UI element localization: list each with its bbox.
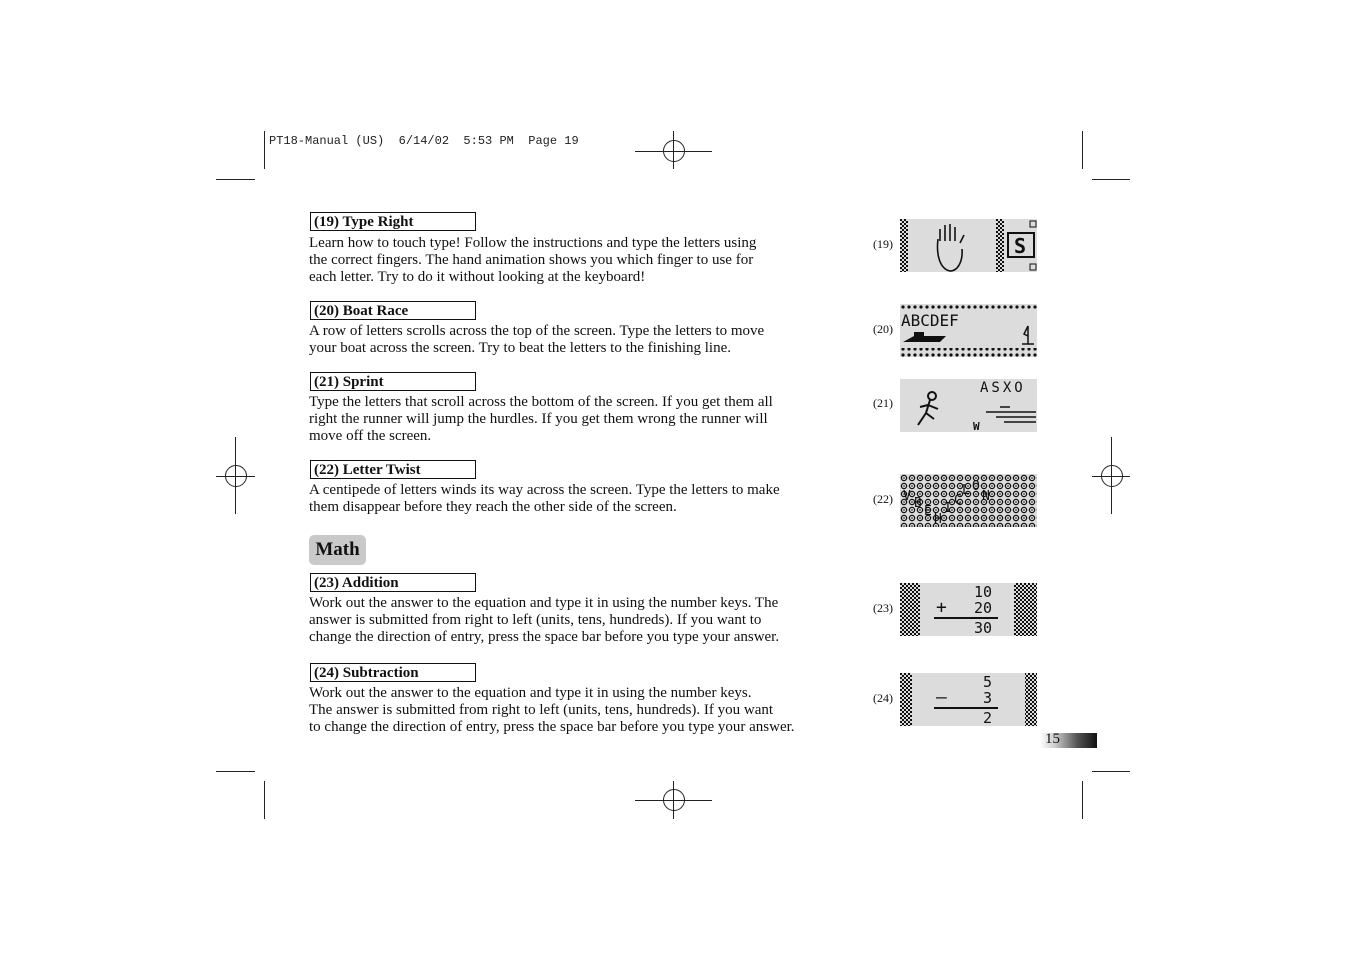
math-heading: Math (309, 535, 366, 565)
svg-text:N: N (982, 489, 990, 504)
key-letter: W (973, 420, 980, 432)
addend-top: 10 (973, 583, 992, 601)
section-title-letter-twist: (22) Letter Twist (310, 460, 476, 479)
minuend: 5 (982, 673, 992, 691)
section-body-sprint: Type the letters that scroll across the bottom of the screen. If you get them all right the runner will jump the hurdles. If you get them wrong the runner will move off the screen. (309, 394, 773, 444)
figure-label-24: (24) (873, 691, 893, 705)
svg-text:V: V (903, 489, 911, 504)
subtrahend: 3 (982, 689, 992, 707)
figure-label-19: (19) (873, 237, 893, 251)
boat-icon (903, 332, 946, 342)
hand-icon (938, 224, 965, 271)
speed-lines (986, 407, 1036, 422)
screen-type-right (900, 219, 1037, 272)
page-number: 15 (1045, 731, 1060, 747)
section-body-subtraction: Work out the answer to the equation and type it in using the number keys. The answer is submitted from right to left (units, tens, hundreds). If you want to change the direction of entry, press the space bar before you type your answer. (309, 685, 795, 735)
scrolling-letters: ASXO (980, 380, 1026, 396)
figure-label-21: (21) (873, 396, 893, 410)
plus-operator: + (936, 597, 947, 618)
section-body-boat-race: A row of letters scrolls across the top of the screen. Type the letters to move your boat across the screen. Try to beat the letters to the finishing line. (309, 323, 765, 356)
svg-text:I: I (944, 501, 952, 516)
svg-text:H: H (934, 512, 942, 527)
minus-operator: – (936, 687, 947, 708)
screen-addition (900, 583, 1037, 636)
figure-label-22: (22) (873, 492, 893, 506)
addend-bottom: 20 (973, 599, 992, 617)
section-title-sprint: (21) Sprint (310, 372, 476, 391)
print-header: PT18-Manual (US) 6/14/02 5:53 PM Page 19 (269, 134, 579, 148)
runner-icon (918, 392, 938, 425)
key-letter: S (1014, 234, 1027, 258)
svg-text:B: B (914, 496, 922, 511)
screen-letter-twist (900, 474, 1037, 527)
svg-text:L: L (962, 483, 970, 498)
scrolling-letters: ABCDEF (901, 311, 959, 330)
section-title-addition: (23) Addition (310, 573, 476, 592)
svg-text:O: O (972, 479, 980, 494)
section-body-type-right: Learn how to touch type! Follow the instructions and type the letters using the correct fingers. The hand animation shows you which finger to use for each letter. Try to do it without looking at the keyboard! (309, 235, 757, 285)
section-title-type-right: (19) Type Right (310, 212, 476, 231)
figure-label-23: (23) (873, 601, 893, 615)
sum-answer: 30 (973, 619, 992, 636)
svg-text:E: E (924, 504, 932, 519)
svg-text:C: C (954, 493, 962, 508)
section-title-subtraction: (24) Subtraction (310, 663, 476, 682)
finish-flag-icon (1022, 326, 1034, 344)
figure-label-20: (20) (873, 322, 893, 336)
screen-sprint (900, 379, 1037, 432)
section-body-letter-twist: A centipede of letters winds its way across the screen. Type the letters to make them disappear before they reach the other side of the screen. (309, 482, 780, 515)
section-title-boat-race: (20) Boat Race (310, 301, 476, 320)
screen-subtraction (900, 673, 1037, 726)
difference-answer: 2 (982, 709, 992, 726)
screen-boat-race (900, 304, 1037, 357)
section-body-addition: Work out the answer to the equation and type it in using the number keys. The answer is submitted from right to left (units, tens, hundreds). If you want to change the direction of entry, press the space bar before you type your answer. (309, 595, 780, 645)
